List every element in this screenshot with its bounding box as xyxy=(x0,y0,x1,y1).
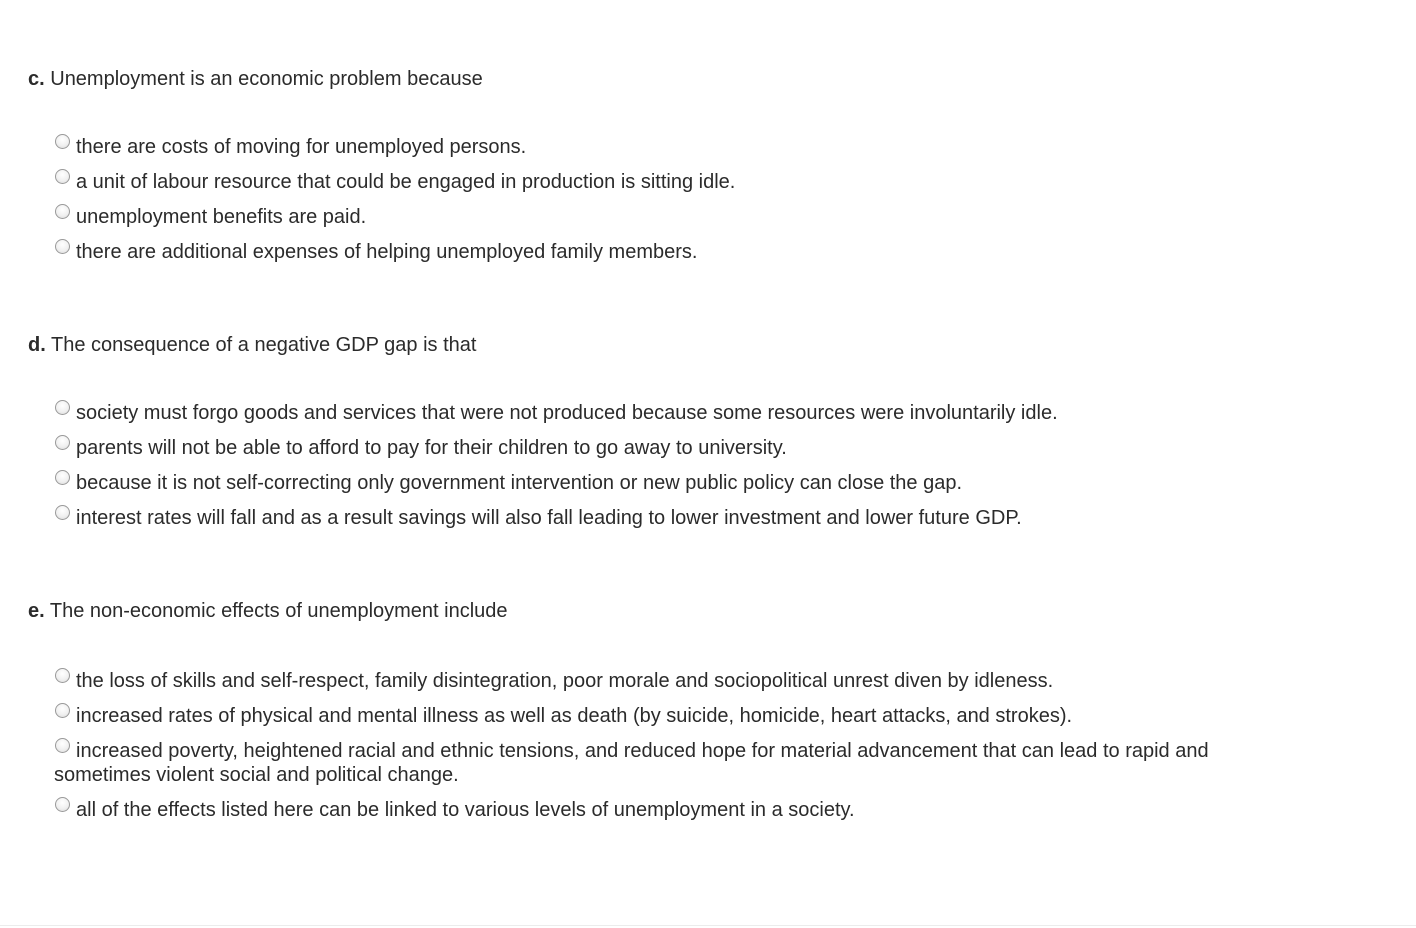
option-d-4[interactable] xyxy=(54,505,1254,530)
radio-icon[interactable] xyxy=(55,239,70,254)
radio-icon[interactable] xyxy=(55,134,70,149)
radio-icon[interactable] xyxy=(55,400,70,415)
option-d-2[interactable] xyxy=(54,435,1254,460)
option-label: because it is not self-correcting only government intervention or new public policy can close the gap. xyxy=(76,472,963,494)
question-d-letter: d. xyxy=(28,334,46,356)
option-label: increased rates of physical and mental illness as well as death (by suicide, homicide, heart attacks, and strokes). xyxy=(76,705,1073,727)
option-c-2[interactable] xyxy=(54,169,1254,194)
bottom-divider xyxy=(0,925,1416,926)
question-d xyxy=(28,332,1368,358)
radio-icon[interactable] xyxy=(55,797,70,812)
option-d-3[interactable] xyxy=(54,470,1254,495)
option-e-2[interactable] xyxy=(54,703,1254,728)
question-d-stem xyxy=(28,332,1368,358)
question-c xyxy=(28,66,1368,92)
option-label: all of the effects listed here can be linked to various levels of unemployment in a society. xyxy=(76,799,855,821)
option-c-3[interactable] xyxy=(54,204,1254,229)
question-e-text: The non-economic effects of unemployment include xyxy=(44,600,508,622)
question-c-options xyxy=(54,134,1254,274)
radio-icon[interactable] xyxy=(55,505,70,520)
question-c-text: Unemployment is an economic problem because xyxy=(44,68,483,90)
question-e xyxy=(28,598,1368,624)
option-label: society must forgo goods and services that were not produced because some resources were involuntarily idle. xyxy=(76,402,1058,424)
option-label: interest rates will fall and as a result savings will also fall leading to lower investment and lower future GDP. xyxy=(76,507,1022,529)
option-label: there are additional expenses of helping unemployed family members. xyxy=(76,241,698,263)
radio-icon[interactable] xyxy=(55,204,70,219)
option-c-4[interactable] xyxy=(54,239,1254,264)
option-e-3[interactable] xyxy=(54,738,1254,787)
option-e-1[interactable] xyxy=(54,668,1254,693)
option-label: increased poverty, heightened racial and ethnic tensions, and reduced hope for material advancement that can lead to rapid and sometimes violent social and political change. xyxy=(54,740,1209,786)
question-e-stem xyxy=(28,598,1368,624)
option-label: there are costs of moving for unemployed persons. xyxy=(76,136,527,158)
option-c-1[interactable] xyxy=(54,134,1254,159)
radio-icon[interactable] xyxy=(55,703,70,718)
question-e-options xyxy=(54,668,1254,832)
option-label: unemployment benefits are paid. xyxy=(76,206,367,228)
question-e-letter: e. xyxy=(28,600,45,622)
option-label: a unit of labour resource that could be engaged in production is sitting idle. xyxy=(76,171,736,193)
radio-icon[interactable] xyxy=(55,738,70,753)
radio-icon[interactable] xyxy=(55,435,70,450)
option-e-4[interactable] xyxy=(54,797,1254,822)
question-d-text: The consequence of a negative GDP gap is that xyxy=(45,334,477,356)
option-d-1[interactable] xyxy=(54,400,1254,425)
option-label: parents will not be able to afford to pay for their children to go away to university. xyxy=(76,437,787,459)
question-d-options xyxy=(54,400,1254,540)
radio-icon[interactable] xyxy=(55,169,70,184)
question-c-letter: c. xyxy=(28,68,45,90)
question-c-stem xyxy=(28,66,1368,92)
radio-icon[interactable] xyxy=(55,470,70,485)
radio-icon[interactable] xyxy=(55,668,70,683)
option-label: the loss of skills and self-respect, family disintegration, poor morale and sociopolitical unrest diven by idleness. xyxy=(76,670,1054,692)
